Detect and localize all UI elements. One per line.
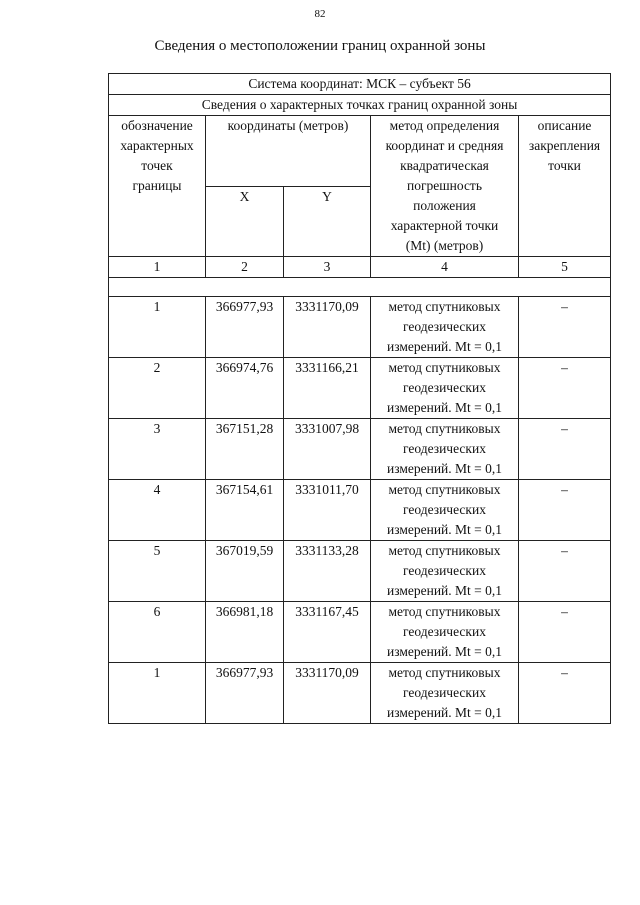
point-description: – (519, 541, 611, 602)
header-row (109, 116, 611, 187)
boundary-points-table (108, 73, 611, 724)
coordinate-x: 366977,93 (206, 663, 284, 724)
subtitle-row (109, 95, 611, 116)
point-description: – (519, 419, 611, 480)
page-number: 82 (314, 8, 326, 20)
coordinate-y: 3331011,70 (284, 480, 371, 541)
table-row (109, 358, 611, 419)
coordinate-x: 367154,61 (206, 480, 284, 541)
coordinate-x: 366977,93 (206, 297, 284, 358)
point-designation: 2 (109, 358, 206, 419)
table-row (109, 419, 611, 480)
point-designation: 6 (109, 602, 206, 663)
table-subtitle: Сведения о характерных точках границ охранной зоны (109, 95, 611, 116)
point-designation: 3 (109, 419, 206, 480)
method-text: метод спутниковых геодезических измерений. Mt = 0,1 (371, 541, 519, 602)
point-designation: 5 (109, 541, 206, 602)
column-numbers-row (109, 257, 611, 278)
point-designation: 1 (109, 297, 206, 358)
column-number: 3 (284, 257, 371, 278)
coordinate-y: 3331133,28 (284, 541, 371, 602)
table-row (109, 602, 611, 663)
method-text: метод спутниковых геодезических измерений. Mt = 0,1 (371, 297, 519, 358)
table-row (109, 541, 611, 602)
coordinate-y: 3331166,21 (284, 358, 371, 419)
coordinate-x: 367019,59 (206, 541, 284, 602)
header-x: X (206, 186, 284, 257)
coordinate-system-label: Система координат: МСК – субъект 56 (109, 74, 611, 95)
point-description: – (519, 663, 611, 724)
column-number: 2 (206, 257, 284, 278)
point-description: – (519, 602, 611, 663)
document-title: Сведения о местоположении границ охранной зоны (154, 38, 486, 54)
header-y: Y (284, 186, 371, 257)
header-method: метод определения координат и средняя квадратическая погрешность положения характерной точки (Mt) (метров) (371, 116, 519, 257)
system-row (109, 74, 611, 95)
header-designation: обозначение характерных точек границы (109, 116, 206, 257)
coordinate-y: 3331007,98 (284, 419, 371, 480)
table-row (109, 480, 611, 541)
coordinate-y: 3331167,45 (284, 602, 371, 663)
method-text: метод спутниковых геодезических измерений. Mt = 0,1 (371, 358, 519, 419)
column-number: 5 (519, 257, 611, 278)
coordinate-x: 366981,18 (206, 602, 284, 663)
method-text: метод спутниковых геодезических измерений. Mt = 0,1 (371, 419, 519, 480)
method-text: метод спутниковых геодезических измерений. Mt = 0,1 (371, 480, 519, 541)
coordinate-y: 3331170,09 (284, 297, 371, 358)
column-number: 1 (109, 257, 206, 278)
header-description: описание закрепления точки (519, 116, 611, 257)
column-number: 4 (371, 257, 519, 278)
point-description: – (519, 358, 611, 419)
coordinate-x: 367151,28 (206, 419, 284, 480)
table-row (109, 297, 611, 358)
header-coordinates: координаты (метров) (206, 116, 371, 187)
spacer-row (109, 278, 611, 297)
empty-cell (109, 278, 611, 297)
table-row (109, 663, 611, 724)
coordinate-y: 3331170,09 (284, 663, 371, 724)
point-description: – (519, 480, 611, 541)
point-designation: 4 (109, 480, 206, 541)
point-designation: 1 (109, 663, 206, 724)
method-text: метод спутниковых геодезических измерений. Mt = 0,1 (371, 663, 519, 724)
point-description: – (519, 297, 611, 358)
method-text: метод спутниковых геодезических измерений. Mt = 0,1 (371, 602, 519, 663)
coordinate-x: 366974,76 (206, 358, 284, 419)
